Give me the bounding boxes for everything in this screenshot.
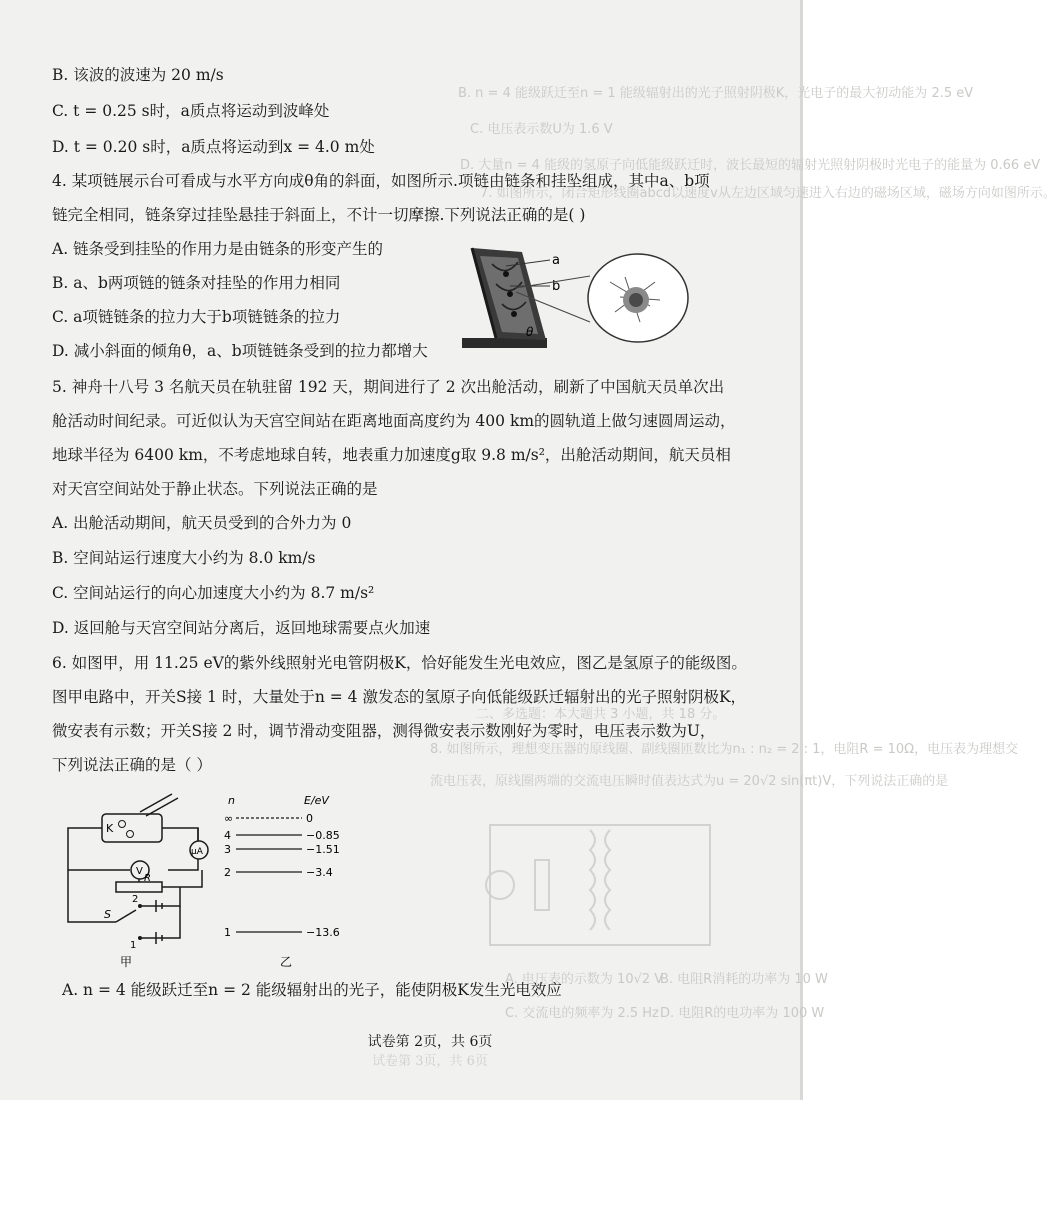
label-2: 2 [132, 894, 139, 905]
n-header: n [228, 794, 235, 807]
necklace-stand-figure [450, 242, 720, 364]
q4-stem-line1: 4. 某项链展示台可看成与水平方向成θ角的斜面，如图所示.项链由链条和挂坠组成，其中a、b项 [52, 172, 710, 190]
option-c-peak: C. t = 0.25 s时，a质点将运动到波峰处 [52, 102, 330, 120]
energy-level-e: −3.4 [306, 866, 333, 879]
bleed-footer: 试卷第 3页，共 6页 [372, 1054, 488, 1069]
e-header: E/eV [304, 794, 329, 807]
q5-stem-line1: 5. 神舟十八号 3 名航天员在轨驻留 192 天，期间进行了 2 次出舱活动，刷新了中国航天员单次出 [52, 378, 725, 396]
q4-option-a: A. 链条受到挂坠的作用力是由链条的形变产生的 [52, 240, 384, 258]
label-v: V [136, 866, 143, 877]
bleed-text: 8. 如图所示，理想变压器的原线圈、副线圈匝数比为n₁ : n₂ = 2 : 1，电阻R = 10Ω，电压表为理想交 [430, 742, 1019, 757]
caption-jia: 甲 [120, 955, 133, 969]
label-b: b [552, 279, 561, 294]
q5-stem-line2: 舱活动时间纪录。可近似认为天宫空间站在距离地面高度约为 400 km的圆轨道上做匀速圆周运动， [52, 412, 736, 430]
bleed-text: C. 交流电的频率为 2.5 Hz [505, 1006, 659, 1021]
label-r: R [144, 873, 151, 884]
bleed-text: B. n = 4 能级跃迁至n = 1 能级辐射出的光子照射阴极K，光电子的最大初动能为 2.5 eV [458, 86, 974, 101]
option-b-wave-speed: B. 该波的波速为 20 m/s [52, 66, 224, 84]
label-k: K [106, 822, 114, 835]
bleed-text: C. 电压表示数U为 1.6 V [470, 122, 613, 137]
q6-stem-line1: 6. 如图甲，用 11.25 eV的紫外线照射光电管阴极K，恰好能发生光电效应，图乙是氢原子的能级图。 [52, 654, 747, 672]
energy-level-n: 2 [224, 866, 231, 879]
q4-option-d: D. 减小斜面的倾角θ，a、b项链链条受到的拉力都增大 [52, 342, 428, 360]
q5-option-d: D. 返回舱与天宫空间站分离后，返回地球需要点火加速 [52, 619, 431, 637]
bleed-text: D. 电阻R的电功率为 100 W [660, 1006, 825, 1021]
label-s: S [104, 908, 111, 921]
option-d-position: D. t = 0.20 s时，a质点将运动到x = 4.0 m处 [52, 138, 375, 156]
q6-stem-line3: 微安表有示数；开关S接 2 时，调节滑动变阻器，测得微安表示数刚好为零时，电压表示数为U， [52, 722, 716, 740]
bleed-text: B. 电阻R消耗的功率为 10 W [660, 972, 828, 987]
energy-level-n: 1 [224, 926, 231, 939]
label-ua: μA [191, 847, 203, 857]
energy-level-e: 0 [306, 812, 313, 825]
q6-stem-line2: 图甲电路中，开关S接 1 时，大量处于n = 4 激发态的氢原子向低能级跃迁辐射出的光子照射阴极K， [52, 688, 747, 706]
q5-option-c: C. 空间站运行的向心加速度大小约为 8.7 m/s² [52, 584, 375, 602]
q6-option-a: A. n = 4 能级跃迁至n = 2 能级辐射出的光子，能使阴极K发生光电效应 [62, 981, 562, 999]
caption-yi: 乙 [280, 955, 293, 969]
q4-option-c: C. a项链链条的拉力大于b项链链条的拉力 [52, 308, 341, 326]
energy-level-n: 3 [224, 843, 231, 856]
bleed-text: A. 电压表的示数为 10√2 V [505, 972, 664, 987]
bleed-circuit [480, 815, 720, 955]
q6-stem-line4: 下列说法正确的是（ ） [52, 756, 212, 774]
page-footer: 试卷第 2页，共 6页 [367, 1034, 493, 1050]
label-a: a [552, 253, 560, 268]
energy-level-diagram [222, 792, 362, 970]
bleed-text: 二、多选题：本大题共 3 小题，共 18 分。 [476, 707, 726, 722]
q5-stem-line3: 地球半径为 6400 km，不考虑地球自转，地表重力加速度g取 9.8 m/s²，出舱活动期间，航天员相 [52, 446, 731, 464]
photoelectric-circuit-figure [60, 790, 230, 970]
energy-level-e: −1.51 [306, 843, 340, 856]
bleed-text: 流电压表，原线圈两端的交流电压瞬时值表达式为u = 20√2 sin(πt)V，下列说法正确的是 [430, 774, 949, 789]
q4-stem-line2: 链完全相同，链条穿过挂坠悬挂于斜面上，不计一切摩擦.下列说法正确的是( ) [52, 206, 586, 224]
energy-level-n: ∞ [224, 812, 234, 825]
q5-option-a: A. 出舱活动期间，航天员受到的合外力为 0 [52, 514, 352, 532]
bleed-text: D. 大量n = 4 能级的氢原子向低能级跃迁时，波长最短的辐射光照射阴极时光电子的能量为 0.66 eV [460, 158, 1041, 173]
label-1: 1 [130, 940, 137, 951]
energy-level-e: −0.85 [306, 829, 340, 842]
q4-option-b: B. a、b两项链的链条对挂坠的作用力相同 [52, 274, 341, 292]
energy-level-n: 4 [224, 829, 231, 842]
bleed-text: 7. 如图所示，闭合矩形线圈abcd以速度v从左边区域匀速进入右边的磁场区域，磁场方向如图所示。 [480, 186, 1056, 201]
label-theta: θ [526, 325, 534, 339]
q5-option-b: B. 空间站运行速度大小约为 8.0 km/s [52, 549, 316, 567]
energy-level-e: −13.6 [306, 926, 340, 939]
q5-stem-line4: 对天宫空间站处于静止状态。下列说法正确的是 [52, 480, 378, 498]
